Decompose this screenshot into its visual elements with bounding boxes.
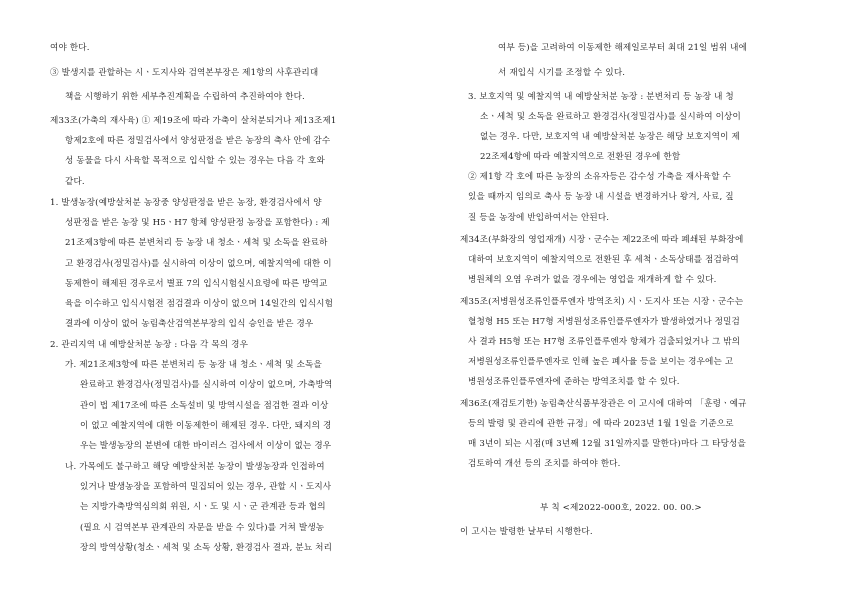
article-36-heading: 제36조(재검토기한) 농림축산식품부장관은 이 고시에 대하여 「훈령ㆍ예규	[460, 399, 747, 409]
text-line: 병원체의 오염 우려가 없을 경우에는 영업을 재개하게 할 수 있다.	[468, 275, 717, 285]
text-line: 3. 보호지역 및 예찰지역 내 예방살처분 농장 : 분변처리 등 농장 내 청	[468, 92, 734, 102]
text-line: 결과에 이상이 없어 농림축산검역본부장의 입식 승인을 받은 경우	[65, 319, 314, 329]
text-line: 22조제4항에 따라 예찰지역으로 전환된 경우에 한함	[480, 152, 681, 162]
text-line: 여부 등)을 고려하여 이동제한 해제일로부터 최대 21일 범위 내에	[498, 43, 748, 53]
text-line: 동제한이 해제된 경우로서 별표 7의 입식시험실시요령에 따른 방역교	[65, 279, 328, 289]
text-line: 육을 이수하고 입식시험전 점검결과 이상이 없으며 14일간의 입식시험	[65, 299, 334, 309]
article-33-heading: 제33조(가축의 재사육) ① 제19조에 따라 가축이 살처분되거나 제13조제1	[50, 116, 337, 126]
text-line: 책을 시행하기 위한 세부추진계획을 수립하여 추진하여야 한다.	[65, 92, 305, 102]
text-line: 소ㆍ세척 및 소독을 완료하고 환경검사(정밀검사)를 실시하여 이상이	[480, 112, 741, 122]
addendum-text: 이 고시는 발령한 날부터 시행한다.	[460, 527, 593, 537]
text-line: 우는 발생농장의 분변에 대한 바이러스 검사에서 이상이 없는 경우	[80, 441, 332, 451]
text-line: 검토하여 개선 등의 조치를 하여야 한다.	[468, 459, 621, 469]
text-line: 성 동물을 다시 사육할 목적으로 입식할 수 있는 경우는 다음 각 호와	[65, 156, 325, 166]
text-line: 이 없고 예찰지역에 대한 이동제한이 해제된 경우. 다만, 돼지의 경	[80, 421, 332, 431]
text-line: 성판정을 받은 농장 및 H5ㆍH7 항체 양성판정 농장을 포함한다) : 제	[65, 218, 330, 228]
text-line: 가. 제21조제3항에 따른 분변처리 등 농장 내 청소ㆍ세척 및 소독을	[65, 360, 322, 370]
text-line: 완료하고 환경검사(정밀검사)를 실시하여 이상이 없으며, 가축방역	[80, 380, 333, 390]
text-line: 질 등을 농장에 반입하여서는 안된다.	[468, 213, 610, 223]
text-line: 서 재입식 시기를 조정할 수 있다.	[498, 68, 626, 78]
text-line: 있거나 발생농장을 포함하여 밀집되어 있는 경우, 관할 시ㆍ도지사	[80, 482, 332, 492]
text-line: 병원성조류인플루엔자에 준하는 방역조치를 할 수 있다.	[468, 377, 680, 387]
text-line: 항제2호에 따른 정밀검사에서 양성판정을 받은 농장의 축사 안에 감수	[65, 136, 331, 146]
text-line: 사 결과 H5형 또는 H7형 조류인플루엔자 항체가 검출되었거나 그 밖의	[468, 337, 741, 347]
text-line: 2. 관리지역 내 예방살처분 농장 : 다음 각 목의 경우	[50, 340, 249, 350]
text-line: 21조제3항에 따른 분변처리 등 농장 내 청소ㆍ세척 및 소독을 완료하	[65, 238, 328, 248]
text-line: 대하여 보호지역이 예찰지역으로 전환된 후 세척ㆍ소독상태를 점검하여	[468, 255, 739, 265]
text-line: 있을 때까지 임의로 축사 등 농장 내 시설을 변경하거나 왕겨, 사료, 짚	[468, 192, 734, 202]
addendum-heading: 부 칙 <제2022-000호, 2022. 00. 00.>	[540, 503, 702, 513]
text-line: (필요 시 검역본부 관계관의 자문을 받을 수 있다)를 거쳐 발생농	[80, 523, 325, 533]
article-34-heading: 제34조(부화장의 영업재개) 시장ㆍ군수는 제22조에 따라 폐쇄된 부화장에	[460, 235, 744, 245]
text-line: 고 환경검사(정밀검사)를 실시하여 이상이 없으며, 예찰지역에 대한 이	[65, 259, 332, 269]
article-35-heading: 제35조(저병원성조류인플루엔자 방역조치) 시ㆍ도지사 또는 시장ㆍ군수는	[460, 297, 744, 307]
text-line: 등의 발령 및 관리에 관한 규정」에 따라 2023년 1월 1일을 기준으로	[468, 419, 734, 429]
text-line: 관이 법 제17조에 따른 소독설비 및 방역시설을 점검한 결과 이상	[80, 401, 329, 411]
text-line: 장의 방역상황(청소ㆍ세척 및 소독 상황, 환경검사 결과, 분뇨 처리	[80, 543, 333, 553]
text-line: 혈청형 H5 또는 H7형 저병원성조류인플루엔자가 발생하였거나 정밀검	[468, 317, 741, 327]
text-line: ② 제1항 각 호에 따른 농장의 소유자등은 감수성 가축을 재사육할 수	[468, 172, 731, 182]
text-line: 는 지방가축방역심의회 위원, 시ㆍ도 및 시ㆍ군 관계관 등과 협의	[80, 502, 326, 512]
text-line: 저병원성조류인플루엔자로 인해 높은 폐사율 등을 보이는 경우에는 고	[468, 357, 734, 367]
text-line: 여야 한다.	[50, 43, 90, 53]
text-line: 나. 가목에도 불구하고 해당 예방살처분 농장이 발생농장과 인접하여	[65, 462, 325, 472]
text-line: 없는 경우. 다만, 보호지역 내 예방살처분 농장은 해당 보호지역이 제	[480, 132, 740, 142]
text-line: 같다.	[65, 177, 85, 187]
text-line: ③ 발생지를 관할하는 시ㆍ도지사와 검역본부장은 제1항의 사후관리대	[50, 68, 319, 78]
text-line: 매 3년이 되는 시점(매 3년째 12월 31일까지를 말한다)마다 그 타당성을	[468, 439, 746, 449]
text-line: 1. 발생농장(예방살처분 농장중 양성판정을 받은 농장, 환경검사에서 양	[50, 198, 322, 208]
